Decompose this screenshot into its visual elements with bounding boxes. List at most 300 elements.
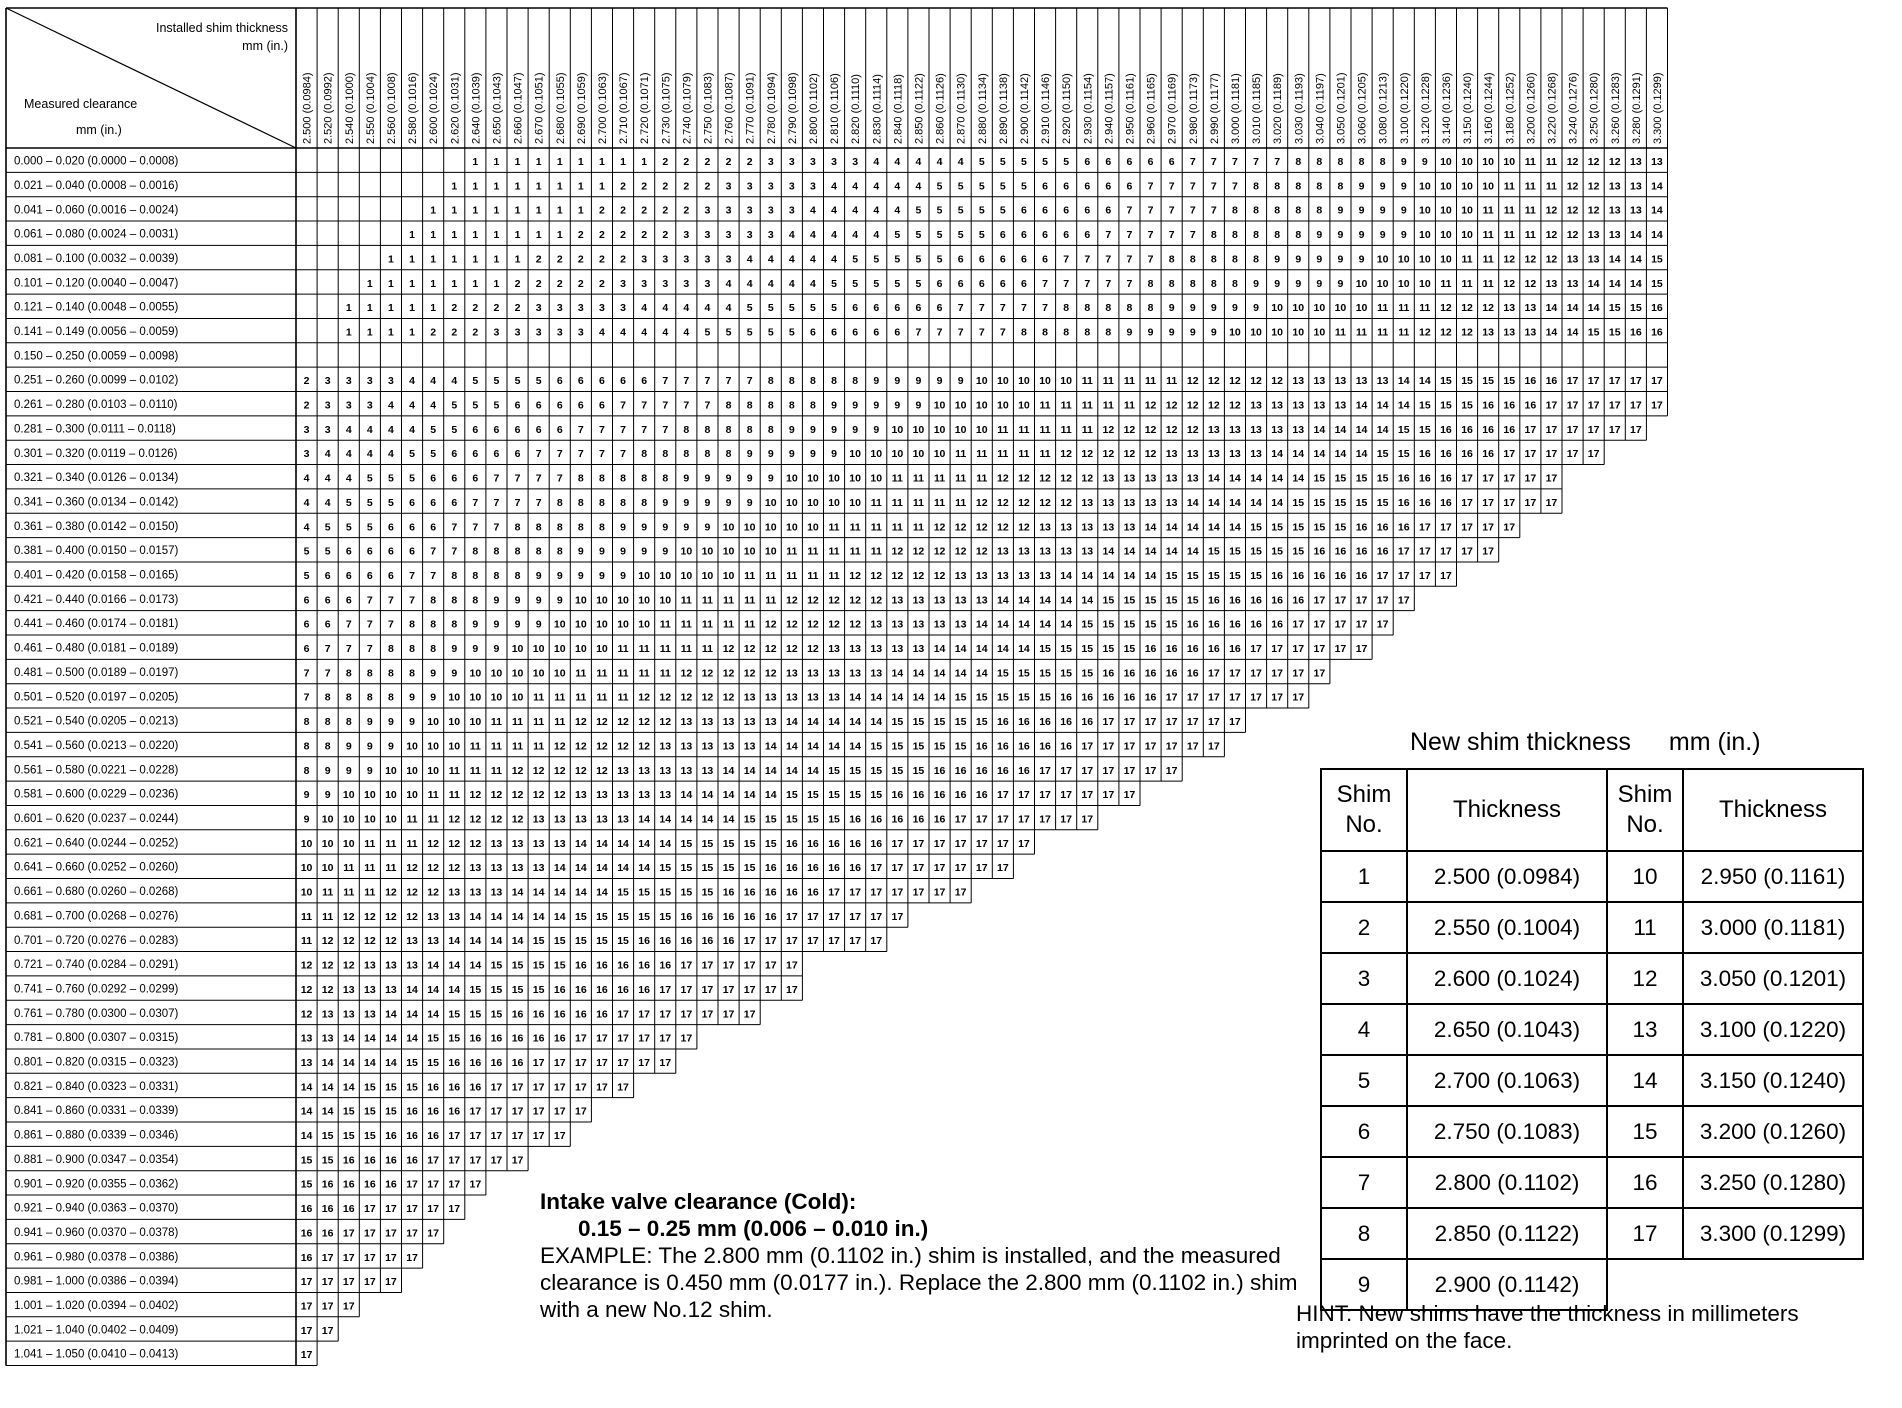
shim-cell: 11 xyxy=(807,545,819,558)
shim-cell: 3 xyxy=(641,253,648,266)
column-label: 2.850 (0.1122) xyxy=(913,73,926,144)
shim-cell: 12 xyxy=(1018,472,1030,485)
shim-cell: 7 xyxy=(1189,204,1196,217)
shim-cell: 9 xyxy=(430,691,437,704)
shim-cell: 17 xyxy=(1376,569,1389,582)
shim-cell: 3 xyxy=(725,253,732,266)
shim-cell: 7 xyxy=(1168,229,1175,242)
shim-cell: 12 xyxy=(1524,277,1537,290)
shim-cell: 11 xyxy=(1503,180,1515,193)
column-label: 3.180 (0.1252) xyxy=(1504,72,1517,144)
column-label: 2.730 (0.1075) xyxy=(660,72,673,144)
shim-cell: 5 xyxy=(430,448,437,461)
shim-cell: 8 xyxy=(514,521,521,534)
shim-cell: 11 xyxy=(659,643,671,656)
shim-cell: 6 xyxy=(620,375,626,388)
shim-cell: 1 xyxy=(409,277,415,290)
shim-cell: 13 xyxy=(1651,156,1663,169)
shim-cell: 12 xyxy=(427,837,439,850)
shim-cell: 16 xyxy=(575,983,587,996)
shim-cell: 17 xyxy=(1608,375,1621,388)
shim-cell: 9 xyxy=(1253,277,1259,290)
shim-no: 7 xyxy=(1321,1157,1407,1208)
shim-cell: 1 xyxy=(493,156,500,169)
shim-cell: 13 xyxy=(1271,423,1283,436)
shim-cell: 17 xyxy=(321,1300,334,1313)
shim-cell: 8 xyxy=(683,448,690,461)
shim-cell: 2 xyxy=(430,326,437,339)
shim-cell: 6 xyxy=(556,423,563,436)
shim-cell: 9 xyxy=(303,789,310,802)
shim-cell: 12 xyxy=(954,545,967,558)
shim-cell: 17 xyxy=(1545,399,1558,412)
shim-cell: 14 xyxy=(1039,618,1051,631)
shim-cell: 16 xyxy=(933,764,946,777)
shim-cell: 17 xyxy=(406,1203,418,1216)
shim-cell: 10 xyxy=(828,472,840,485)
shim-cell: 2 xyxy=(599,253,605,266)
shim-cell: 13 xyxy=(385,983,397,996)
shim-cell: 1 xyxy=(493,277,500,290)
shim-cell: 17 xyxy=(553,1056,566,1069)
row-label: 0.501 – 0.520 (0.0197 – 0.0205) xyxy=(14,691,179,704)
shim-cell: 14 xyxy=(342,1081,355,1094)
shim-cell: 1 xyxy=(409,229,415,242)
shim-cell: 10 xyxy=(1397,277,1410,290)
shim-cell: 10 xyxy=(532,667,545,680)
shim-cell: 4 xyxy=(936,156,943,169)
shim-cell: 17 xyxy=(1165,764,1178,777)
shim-cell: 13 xyxy=(954,594,967,607)
shim-cell: 11 xyxy=(912,521,925,534)
shim-cell: 12 xyxy=(1482,302,1494,315)
shim-cell: 6 xyxy=(324,594,331,607)
shim-cell: 15 xyxy=(1271,521,1283,534)
shim-cell: 3 xyxy=(725,229,732,242)
shim-cell: 10 xyxy=(1419,204,1431,217)
shim-cell: 16 xyxy=(1545,375,1558,388)
corner-top-unit: mm (in.) xyxy=(242,39,288,53)
shim-cell: 10 xyxy=(638,569,650,582)
shim-cell: 14 xyxy=(933,643,946,656)
shim-cell: 17 xyxy=(786,959,798,972)
shim-cell: 14 xyxy=(1271,496,1283,509)
shim-cell: 12 xyxy=(490,789,503,802)
shim-cell: 12 xyxy=(680,667,693,680)
shim-cell: 10 xyxy=(321,862,334,875)
shim-cell: 4 xyxy=(915,180,922,193)
shim-cell: 17 xyxy=(1165,691,1178,704)
shim-cell: 14 xyxy=(1566,302,1579,315)
shim-cell: 1 xyxy=(409,253,415,266)
shim-cell: 12 xyxy=(743,643,756,656)
shim-cell: 17 xyxy=(1482,472,1494,485)
shim-cell: 10 xyxy=(427,764,439,777)
shim-cell: 17 xyxy=(469,1154,482,1167)
shim-cell: 10 xyxy=(406,764,418,777)
shim-cell: 16 xyxy=(596,983,608,996)
shim-cell: 10 xyxy=(511,667,524,680)
shim-cell: 12 xyxy=(680,691,693,704)
shim-cell: 16 xyxy=(1250,594,1262,607)
shim-cell: 10 xyxy=(933,423,946,436)
shim-cell: 2 xyxy=(599,229,605,242)
shim-cell: 15 xyxy=(490,959,503,972)
shim-cell: 16 xyxy=(1229,618,1241,631)
new-shim-unit: mm (in.) xyxy=(1668,728,1761,756)
shim-cell: 5 xyxy=(303,545,310,558)
shim-cell: 15 xyxy=(364,1105,376,1118)
shim-cell: 15 xyxy=(490,983,503,996)
note-clearance-range: 0.15 – 0.25 mm (0.006 – 0.010 in.) xyxy=(578,1216,929,1241)
column-label: 3.000 (0.1181) xyxy=(1229,73,1242,144)
shim-cell: 11 xyxy=(406,813,418,826)
shim-cell: 12 xyxy=(596,716,608,729)
shim-cell: 17 xyxy=(321,1276,334,1289)
shim-cell: 8 xyxy=(324,691,331,704)
shim-cell: 15 xyxy=(532,935,545,948)
shim-cell: 14 xyxy=(553,862,566,875)
shim-cell: 7 xyxy=(1126,277,1133,290)
shim-cell: 13 xyxy=(385,959,397,972)
column-label: 3.160 (0.1244) xyxy=(1483,72,1496,144)
shim-cell: 17 xyxy=(1123,764,1136,777)
shim-cell: 13 xyxy=(975,594,988,607)
shim-cell: 7 xyxy=(324,667,331,680)
shim-cell: 10 xyxy=(532,643,545,656)
shim-cell: 16 xyxy=(1503,423,1516,436)
shim-cell: 7 xyxy=(1147,180,1154,193)
shim-cell: 8 xyxy=(324,740,331,753)
shim-cell: 15 xyxy=(701,886,714,899)
shim-cell: 5 xyxy=(409,472,415,485)
shim-cell: 3 xyxy=(324,399,331,412)
shim-cell: 13 xyxy=(490,837,503,850)
shim-cell: 11 xyxy=(1461,277,1473,290)
shim-cell: 8 xyxy=(409,618,415,631)
column-label: 3.300 (0.1299) xyxy=(1651,72,1664,144)
shim-cell: 12 xyxy=(300,1008,313,1021)
shim-cell: 10 xyxy=(954,399,967,412)
shim-cell: 10 xyxy=(764,521,777,534)
shim-cell: 15 xyxy=(1292,496,1305,509)
shim-cell: 9 xyxy=(683,472,690,485)
shim-cell: 13 xyxy=(849,643,861,656)
column-label: 2.990 (0.1177) xyxy=(1208,73,1221,144)
shim-cell: 17 xyxy=(511,1081,524,1094)
shim-cell: 4 xyxy=(767,277,774,290)
shim-cell: 9 xyxy=(1400,180,1407,193)
shim-cell: 15 xyxy=(638,886,650,899)
shim-cell: 12 xyxy=(532,789,545,802)
shim-cell: 15 xyxy=(1313,521,1326,534)
shim-cell: 17 xyxy=(1376,594,1389,607)
shim-cell: 9 xyxy=(852,399,859,412)
shim-cell: 12 xyxy=(975,521,988,534)
shim-cell: 9 xyxy=(746,448,753,461)
shim-cell: 10 xyxy=(786,496,798,509)
shim-cell: 5 xyxy=(894,253,901,266)
shim-cell: 14 xyxy=(743,789,756,802)
shim-cell: 9 xyxy=(1210,302,1217,315)
shim-cell: 16 xyxy=(617,983,629,996)
shim-cell: 17 xyxy=(596,1032,608,1045)
shim-cell: 3 xyxy=(788,156,795,169)
shim-cell: 9 xyxy=(1168,326,1175,339)
shim-cell: 13 xyxy=(1503,302,1516,315)
shim-cell: 9 xyxy=(873,399,880,412)
shim-cell: 2 xyxy=(725,156,732,169)
shim-cell: 14 xyxy=(1250,472,1262,485)
shim-cell: 9 xyxy=(577,545,584,558)
shim-cell: 14 xyxy=(1630,277,1642,290)
shim-cell: 13 xyxy=(1334,399,1347,412)
shim-cell: 13 xyxy=(870,618,883,631)
shim-cell: 17 xyxy=(1208,691,1220,704)
shim-cell: 15 xyxy=(764,837,777,850)
shim-no-2: 17 xyxy=(1607,1208,1683,1259)
shim-thickness-2: 3.050 (0.1201) xyxy=(1683,953,1863,1004)
shim-cell: 17 xyxy=(1313,594,1326,607)
corner-bottom-unit: mm (in.) xyxy=(76,123,122,137)
shim-cell: 13 xyxy=(575,789,587,802)
shim-cell: 17 xyxy=(1355,618,1368,631)
shim-cell: 17 xyxy=(638,1032,650,1045)
shim-cell: 15 xyxy=(1630,302,1642,315)
shim-cell: 17 xyxy=(743,959,756,972)
shim-cell: 6 xyxy=(514,423,521,436)
shim-cell: 11 xyxy=(1524,204,1536,217)
shim-cell: 6 xyxy=(894,326,901,339)
shim-cell: 16 xyxy=(469,1081,482,1094)
shim-cell: 13 xyxy=(1313,399,1326,412)
shim-cell: 16 xyxy=(1123,691,1136,704)
shim-cell: 15 xyxy=(870,764,883,777)
shim-cell: 17 xyxy=(680,1032,693,1045)
shim-cell: 11 xyxy=(1524,229,1536,242)
shim-cell: 4 xyxy=(852,180,859,193)
shim-cell: 6 xyxy=(1084,156,1091,169)
shim-cell: 12 xyxy=(575,764,587,777)
row-label: 0.341 – 0.360 (0.0134 – 0.0142) xyxy=(14,496,179,509)
shim-cell: 8 xyxy=(1295,204,1302,217)
shim-cell: 15 xyxy=(1397,448,1410,461)
shim-cell: 14 xyxy=(1144,521,1157,534)
shim-cell: 12 xyxy=(1208,375,1220,388)
shim-cell: 17 xyxy=(743,935,756,948)
shim-cell: 11 xyxy=(765,569,777,582)
shim-cell: 13 xyxy=(1630,180,1642,193)
shim-cell: 8 xyxy=(641,496,648,509)
shim-cell: 7 xyxy=(704,399,711,412)
shim-cell: 6 xyxy=(451,472,458,485)
shim-cell: 12 xyxy=(870,594,883,607)
row-label: 0.261 – 0.280 (0.0103 – 0.0110) xyxy=(14,399,178,412)
shim-thickness-2: 2.950 (0.1161) xyxy=(1683,851,1863,902)
shim-cell: 17 xyxy=(722,1008,735,1021)
shim-cell: 16 xyxy=(764,910,777,923)
shim-cell: 11 xyxy=(427,789,439,802)
shim-cell: 1 xyxy=(599,156,605,169)
shim-cell: 15 xyxy=(1271,545,1283,558)
shim-cell: 16 xyxy=(617,959,629,972)
shim-cell: 11 xyxy=(575,667,587,680)
shim-cell: 11 xyxy=(701,594,714,607)
shim-cell: 15 xyxy=(448,1008,461,1021)
shim-cell: 11 xyxy=(300,935,313,948)
shim-cell: 8 xyxy=(704,448,711,461)
shim-cell: 8 xyxy=(1105,302,1112,315)
shim-cell: 15 xyxy=(1102,643,1115,656)
shim-cell: 17 xyxy=(1039,813,1051,826)
shim-cell: 4 xyxy=(430,375,437,388)
shim-cell: 14 xyxy=(1292,448,1305,461)
shim-cell: 3 xyxy=(303,423,310,436)
shim-cell: 11 xyxy=(701,643,714,656)
shim-cell: 10 xyxy=(469,667,482,680)
shim-cell: 8 xyxy=(1274,204,1281,217)
shim-cell: 11 xyxy=(1018,448,1030,461)
shim-cell: 15 xyxy=(1208,569,1220,582)
shim-cell: 14 xyxy=(828,740,840,753)
shim-cell: 17 xyxy=(828,886,840,899)
shim-cell: 2 xyxy=(599,277,605,290)
row-label: 0.021 – 0.040 (0.0008 – 0.0016) xyxy=(14,179,179,192)
shim-cell: 16 xyxy=(1144,643,1157,656)
shim-cell: 17 xyxy=(1250,643,1262,656)
shim-cell: 11 xyxy=(1482,277,1494,290)
shim-cell: 14 xyxy=(448,935,461,948)
shim-cell: 9 xyxy=(1358,229,1365,242)
shim-cell: 3 xyxy=(683,277,690,290)
shim-cell: 15 xyxy=(1292,545,1305,558)
shim-cell: 4 xyxy=(303,472,310,485)
shim-cell: 9 xyxy=(388,716,394,729)
shim-cell: 12 xyxy=(870,569,883,582)
shim-cell: 8 xyxy=(1358,156,1365,169)
shim-cell: 1 xyxy=(472,156,479,169)
shim-cell: 15 xyxy=(596,910,608,923)
shim-cell: 15 xyxy=(448,1032,461,1045)
shim-cell: 7 xyxy=(1126,204,1133,217)
shim-cell: 12 xyxy=(1503,277,1516,290)
shim-cell: 17 xyxy=(743,983,756,996)
shim-cell: 13 xyxy=(764,716,777,729)
shim-cell: 17 xyxy=(1144,740,1157,753)
shim-cell: 1 xyxy=(514,253,521,266)
shim-cell: 8 xyxy=(556,521,563,534)
shim-cell: 17 xyxy=(638,1056,650,1069)
shim-cell: 9 xyxy=(641,545,648,558)
shim-cell: 12 xyxy=(385,935,397,948)
shim-cell: 7 xyxy=(388,594,394,607)
shim-cell: 17 xyxy=(1566,399,1579,412)
row-label: 0.061 – 0.080 (0.0024 – 0.0031) xyxy=(14,228,179,241)
shim-cell: 11 xyxy=(1018,423,1030,436)
shim-no-2: 13 xyxy=(1607,1004,1683,1055)
shim-cell: 8 xyxy=(1021,326,1027,339)
shim-cell: 6 xyxy=(451,448,458,461)
header-thickness-2: Thickness xyxy=(1683,769,1863,851)
shim-cell: 13 xyxy=(1186,448,1199,461)
shim-cell: 10 xyxy=(342,789,355,802)
column-label: 3.260 (0.1283) xyxy=(1609,72,1622,144)
shim-cell: 14 xyxy=(385,1008,397,1021)
shim-cell: 13 xyxy=(1482,326,1494,339)
shim-cell: 9 xyxy=(1337,253,1344,266)
shim-cell: 16 xyxy=(828,862,840,875)
shim-cell: 17 xyxy=(1397,569,1410,582)
shim-cell: 10 xyxy=(511,691,524,704)
shim-cell: 15 xyxy=(342,1130,355,1143)
shim-thickness: 2.500 (0.0984) xyxy=(1407,851,1607,902)
shim-cell: 9 xyxy=(810,423,816,436)
shim-cell: 17 xyxy=(1566,375,1579,388)
shim-cell: 8 xyxy=(620,496,626,509)
shim-cell: 14 xyxy=(1334,448,1347,461)
shim-cell: 17 xyxy=(1313,667,1326,680)
shim-cell: 2 xyxy=(514,302,521,315)
shim-cell: 13 xyxy=(406,935,418,948)
shim-cell: 3 xyxy=(366,375,373,388)
shim-cell: 17 xyxy=(364,1203,376,1216)
shim-cell: 10 xyxy=(849,448,861,461)
shim-cell: 17 xyxy=(1123,789,1136,802)
shim-cell: 11 xyxy=(554,716,566,729)
shim-cell: 13 xyxy=(1355,375,1368,388)
shim-cell: 13 xyxy=(1208,423,1220,436)
row-label: 0.961 – 0.980 (0.0378 – 0.0386) xyxy=(14,1251,179,1264)
shim-cell: 17 xyxy=(617,1081,629,1094)
shim-cell: 10 xyxy=(807,472,819,485)
shim-cell: 5 xyxy=(388,472,394,485)
shim-cell: 11 xyxy=(1102,399,1114,412)
shim-cell: 3 xyxy=(388,375,394,388)
shim-cell: 17 xyxy=(1102,764,1115,777)
shim-cell: 11 xyxy=(322,910,334,923)
shim-cell: 8 xyxy=(388,667,394,680)
shim-cell: 15 xyxy=(1186,569,1199,582)
shim-cell: 14 xyxy=(1250,496,1262,509)
shim-cell: 15 xyxy=(1229,545,1241,558)
shim-cell: 7 xyxy=(1084,253,1091,266)
shim-cell: 17 xyxy=(807,935,819,948)
shim-cell: 11 xyxy=(511,740,524,753)
shim-cell: 17 xyxy=(1545,496,1558,509)
shim-cell: 15 xyxy=(1081,643,1094,656)
shim-cell: 15 xyxy=(469,983,482,996)
shim-cell: 13 xyxy=(1144,496,1157,509)
shim-cell: 17 xyxy=(1186,740,1199,753)
shim-cell: 5 xyxy=(894,277,901,290)
shim-cell: 6 xyxy=(599,375,605,388)
shim-cell: 12 xyxy=(807,643,819,656)
column-label: 3.150 (0.1240) xyxy=(1462,72,1475,144)
row-label: 0.461 – 0.480 (0.0181 – 0.0189) xyxy=(14,642,179,655)
shim-cell: 12 xyxy=(786,618,798,631)
shim-cell: 17 xyxy=(1313,643,1326,656)
shim-cell: 7 xyxy=(1126,229,1133,242)
shim-cell: 12 xyxy=(1608,156,1621,169)
shim-cell: 15 xyxy=(1081,618,1094,631)
shim-cell: 17 xyxy=(553,1081,566,1094)
shim-cell: 17 xyxy=(1587,423,1600,436)
shim-cell: 17 xyxy=(364,1251,376,1264)
shim-thickness: 2.750 (0.1083) xyxy=(1407,1106,1607,1157)
shim-cell: 15 xyxy=(680,837,693,850)
shim-cell: 5 xyxy=(324,521,331,534)
shim-cell: 17 xyxy=(764,959,777,972)
